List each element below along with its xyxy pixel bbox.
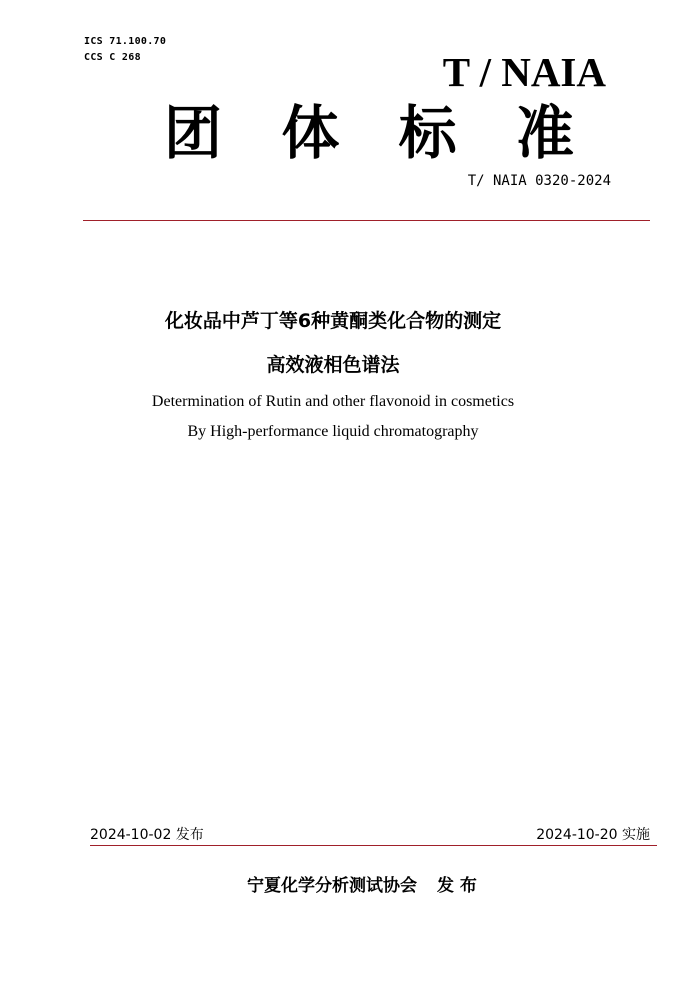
standard-number: T/ NAIA 0320-2024: [467, 173, 611, 189]
publisher-line: [247, 875, 477, 897]
top-divider: [83, 220, 650, 221]
issue-date: 2024-10-02 发布: [90, 827, 204, 843]
heading-char: 准: [515, 99, 574, 167]
heading-char: 体: [281, 99, 340, 167]
publisher-name: 宁夏化学分析测试协会: [247, 876, 417, 896]
standard-mark: T / NAIA: [442, 49, 606, 95]
heading-char: 标: [398, 99, 457, 167]
publisher-action: 发 布: [437, 876, 477, 896]
effective-date: 2024-10-20 实施: [536, 827, 650, 843]
ics-code: ICS 71.100.70: [84, 36, 167, 47]
bottom-divider: [90, 845, 657, 846]
title-cn-line1: 化妆品中芦丁等6种黄酮类化合物的测定: [164, 310, 502, 332]
title-en-line1: Determination of Rutin and other flavonoid in cosmetics: [151, 393, 515, 410]
title-cn-line2: 高效液相色谱法: [266, 354, 400, 376]
document-type-heading: [164, 98, 574, 168]
heading-char: 团: [164, 99, 223, 167]
ccs-code: CCS C 268: [84, 52, 141, 63]
classification-codes: [84, 34, 166, 66]
title-en-line2: By High-performance liquid chromatography: [187, 423, 479, 440]
